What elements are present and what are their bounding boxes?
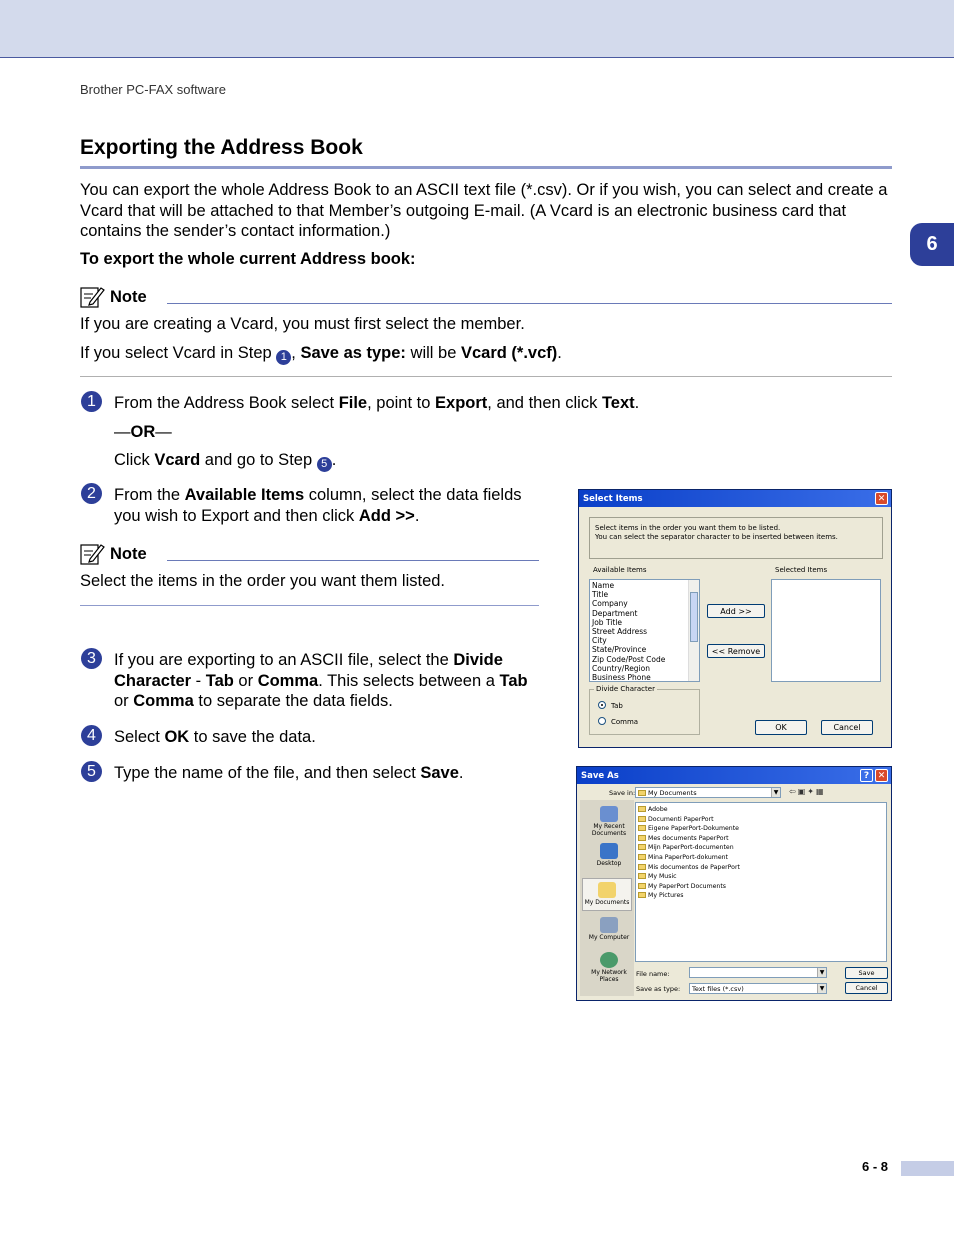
save-in-value: My Documents (648, 788, 697, 797)
comma-radio[interactable] (598, 717, 638, 726)
save-as-dialog (576, 766, 892, 1001)
remove-button[interactable]: << Remove (707, 644, 765, 658)
save-type-select[interactable] (689, 983, 827, 994)
views-icon[interactable]: ▦ (815, 787, 826, 796)
folder-label: My PaperPort Documents (648, 882, 727, 890)
place-label: My Network Places (591, 969, 627, 983)
chapter-tab: 6 (910, 223, 954, 266)
recent-documents-icon (600, 806, 618, 822)
t: . This selects between a (318, 671, 500, 690)
folder-row[interactable] (638, 853, 884, 863)
t: - (191, 671, 206, 690)
available-item[interactable]: Country/Region (592, 663, 650, 673)
info-box (589, 517, 883, 559)
available-item[interactable]: Title (592, 590, 609, 600)
top-band (0, 0, 954, 58)
dialog-titlebar (577, 767, 891, 784)
place-desktop[interactable] (584, 843, 634, 868)
available-item[interactable]: State/Province (592, 645, 647, 655)
t: . (458, 764, 464, 782)
tab-radio[interactable] (598, 701, 623, 710)
cancel-button[interactable]: Cancel (845, 982, 888, 994)
t: Type the name of the file, and then select (114, 764, 421, 782)
tab-label: Tab (611, 702, 623, 710)
b: Tab (499, 671, 528, 690)
folder-label: My Music (648, 873, 677, 881)
running-header: Brother PC-FAX software (80, 82, 226, 97)
t: , point to (367, 394, 436, 412)
t: — (155, 423, 172, 441)
available-item[interactable]: Name (592, 581, 615, 590)
save-type-label: Save as type: (636, 985, 681, 993)
step-4-text (114, 727, 316, 748)
folder-icon (638, 883, 646, 889)
b: Text (601, 394, 635, 412)
folder-icon (638, 816, 646, 822)
step-ref-badge: 1 (276, 350, 291, 365)
comma-label: Comma (611, 718, 639, 726)
note-rule (167, 303, 892, 304)
note1-bold: Save as type: (300, 344, 406, 362)
folder-row[interactable] (638, 882, 884, 892)
b: Comma (257, 671, 319, 690)
my-documents-icon (598, 882, 616, 898)
list-scrollbar[interactable] (688, 580, 699, 681)
folder-icon (638, 825, 646, 831)
step-3-text (114, 650, 544, 712)
network-places-icon (600, 952, 618, 968)
step-2-text (114, 485, 544, 526)
t: If you are exporting to an ASCII file, select the (114, 651, 454, 669)
note1-text: If you select Vcard in Step (80, 344, 277, 362)
t: . (634, 394, 640, 412)
note-pencil-icon (80, 285, 105, 309)
divide-label: Divide Character (596, 685, 655, 693)
chevron-down-icon[interactable]: ▼ (771, 788, 780, 797)
selected-items-list[interactable] (771, 579, 881, 682)
place-network[interactable] (584, 952, 634, 983)
available-item[interactable]: Company (592, 599, 628, 609)
folder-row[interactable] (638, 872, 884, 882)
t: to save the data. (189, 728, 316, 746)
folder-row[interactable] (638, 815, 884, 825)
my-computer-icon (600, 917, 618, 933)
desktop-icon (600, 843, 618, 859)
folder-icon (638, 873, 646, 879)
t: or (114, 692, 134, 710)
radio-icon[interactable] (598, 717, 606, 725)
t: , and then click (487, 394, 602, 412)
b: Export (435, 394, 488, 412)
step-1-or (114, 422, 172, 443)
folder-icon (638, 806, 646, 812)
step-3-badge: 3 (81, 648, 102, 669)
note1-line1: If you are creating a Vcard, you must first select the member. (80, 315, 525, 333)
page-title: Exporting the Address Book (80, 136, 363, 159)
note-pencil-icon (80, 542, 105, 566)
available-items-list[interactable] (589, 579, 700, 682)
b: Comma (133, 692, 194, 710)
folder-label: Eigene PaperPort-Dokumente (648, 825, 739, 833)
note-header (80, 285, 147, 309)
folder-label: Mina PaperPort-dokument (648, 853, 728, 861)
folder-row[interactable] (638, 891, 884, 901)
folder-label: Mis documentos de PaperPort (648, 863, 740, 871)
step-5-text (114, 763, 464, 784)
available-item[interactable]: Department (592, 608, 638, 618)
cancel-button[interactable]: Cancel (821, 720, 873, 735)
file-list[interactable] (635, 802, 887, 962)
note2-rule (167, 560, 539, 561)
chevron-down-icon[interactable]: ▼ (817, 984, 826, 993)
step-1-text (114, 393, 639, 414)
page-number: 6 - 8 (862, 1159, 889, 1174)
folder-row[interactable] (638, 843, 884, 853)
file-name-label: File name: (636, 970, 670, 978)
b: Divide Character (114, 651, 503, 690)
chevron-down-icon[interactable]: ▼ (817, 968, 826, 977)
dialog-title: Select Items (583, 493, 643, 504)
folder-row[interactable] (638, 805, 884, 815)
folder-label: My Pictures (648, 892, 684, 900)
place-label: My Documents (584, 899, 630, 906)
places-bar (580, 800, 634, 996)
step-ref-badge: 5 (317, 457, 332, 472)
available-label: Available Items (593, 566, 647, 574)
note1-bold2: Vcard (*.vcf) (460, 344, 558, 362)
file-name-input[interactable] (689, 967, 827, 978)
folder-row[interactable] (638, 863, 884, 873)
b: OR (130, 423, 156, 441)
folder-label: Documenti PaperPort (648, 815, 714, 823)
t: column, select the data fields you wish to Export and then click (114, 486, 522, 525)
help-icon[interactable]: ? (860, 769, 873, 782)
subheading: To export the whole current Address book: (80, 250, 416, 268)
t: From the (114, 486, 185, 504)
available-item[interactable]: Street Address (592, 627, 648, 637)
save-type-value: Text files (*.csv) (692, 984, 744, 993)
ok-button[interactable]: OK (755, 720, 807, 735)
t: From the Address Book select (114, 394, 339, 412)
place-my-documents[interactable] (582, 878, 632, 911)
b: Add >> (358, 506, 415, 525)
new-folder-icon[interactable]: ✦ (807, 787, 816, 796)
note1-line2 (80, 343, 562, 365)
divide-character-group (589, 685, 700, 735)
select-items-dialog (578, 489, 892, 748)
note1-mid: will be (405, 344, 461, 362)
info-line-2: You can select the separator character to be inserted between items. (595, 533, 838, 541)
selected-label: Selected Items (775, 566, 828, 574)
step-5-badge: 5 (81, 761, 102, 782)
available-item[interactable]: Zip Code/Post Code (592, 654, 666, 664)
t: and go to Step (200, 451, 317, 469)
place-label: Desktop (596, 860, 622, 867)
step-1-alt (114, 450, 336, 472)
place-label: My Recent Documents (591, 823, 627, 837)
step-1-badge: 1 (81, 391, 102, 412)
available-item[interactable]: City (592, 636, 607, 646)
folder-icon (638, 835, 646, 841)
save-button[interactable]: Save (845, 967, 888, 979)
folder-icon (638, 854, 646, 860)
t: Select (114, 728, 165, 746)
up-folder-icon[interactable]: ▣ (797, 787, 808, 796)
close-icon[interactable]: ✕ (875, 769, 888, 782)
note2-header (80, 542, 147, 566)
add-button[interactable]: Add >> (707, 604, 765, 618)
folder-icon (638, 864, 646, 870)
note2-end-rule (80, 605, 539, 606)
note1-end: . (557, 344, 562, 362)
save-in-combo[interactable] (635, 787, 781, 798)
folder-icon (638, 892, 646, 898)
b: Save (420, 764, 459, 782)
t: — (114, 423, 131, 441)
folder-label: Mes documents PaperPort (648, 834, 729, 842)
note-end-rule (80, 376, 892, 377)
available-item[interactable]: Business Phone (592, 673, 651, 682)
folder-row[interactable] (638, 824, 884, 834)
b: File (338, 394, 368, 412)
folder-icon (638, 790, 646, 796)
t: . (331, 451, 337, 469)
t: . (414, 506, 420, 525)
b: Available Items (184, 486, 305, 504)
close-icon[interactable]: ✕ (875, 492, 888, 505)
b: Vcard (154, 451, 201, 469)
note-label: Note (110, 544, 147, 563)
note-label: Note (110, 287, 147, 306)
dialog-title: Save As (581, 770, 619, 781)
dialog-titlebar (579, 490, 891, 507)
step-4-badge: 4 (81, 725, 102, 746)
note1-sep: , (291, 344, 301, 362)
t: Click (114, 451, 155, 469)
radio-selected-icon[interactable] (598, 701, 606, 709)
place-label: My Computer (588, 934, 630, 941)
footer-bar (901, 1161, 954, 1176)
b: OK (164, 728, 190, 746)
note2-text: Select the items in the order you want them listed. (80, 572, 446, 590)
save-in-label: Save in: (609, 789, 636, 797)
info-line-1: Select items in the order you want them to be listed. (595, 524, 781, 532)
intro-paragraph: You can export the whole Address Book to an ASCII text file (*.csv). Or if you wish, you can select and create a Vcard that will be attached to that Member’s outgoing E-mail. (A Vcard is an electronic business card that contains the sender’s contact information.) (80, 181, 888, 240)
folder-label: Mijn PaperPort-documenten (648, 844, 734, 852)
title-rule (80, 166, 892, 169)
toolbar-icons[interactable] (789, 787, 826, 796)
t: to separate the data fields. (193, 692, 393, 710)
available-item[interactable]: Job Title (592, 617, 623, 627)
folder-label: Adobe (648, 806, 668, 813)
folder-icon (638, 844, 646, 850)
place-my-computer[interactable] (584, 917, 634, 942)
back-icon[interactable]: ⇦ (789, 787, 798, 796)
place-recent[interactable] (584, 806, 634, 837)
step-2-badge: 2 (81, 483, 102, 504)
b: Tab (205, 671, 234, 690)
t: or (233, 671, 258, 690)
folder-row[interactable] (638, 834, 884, 844)
